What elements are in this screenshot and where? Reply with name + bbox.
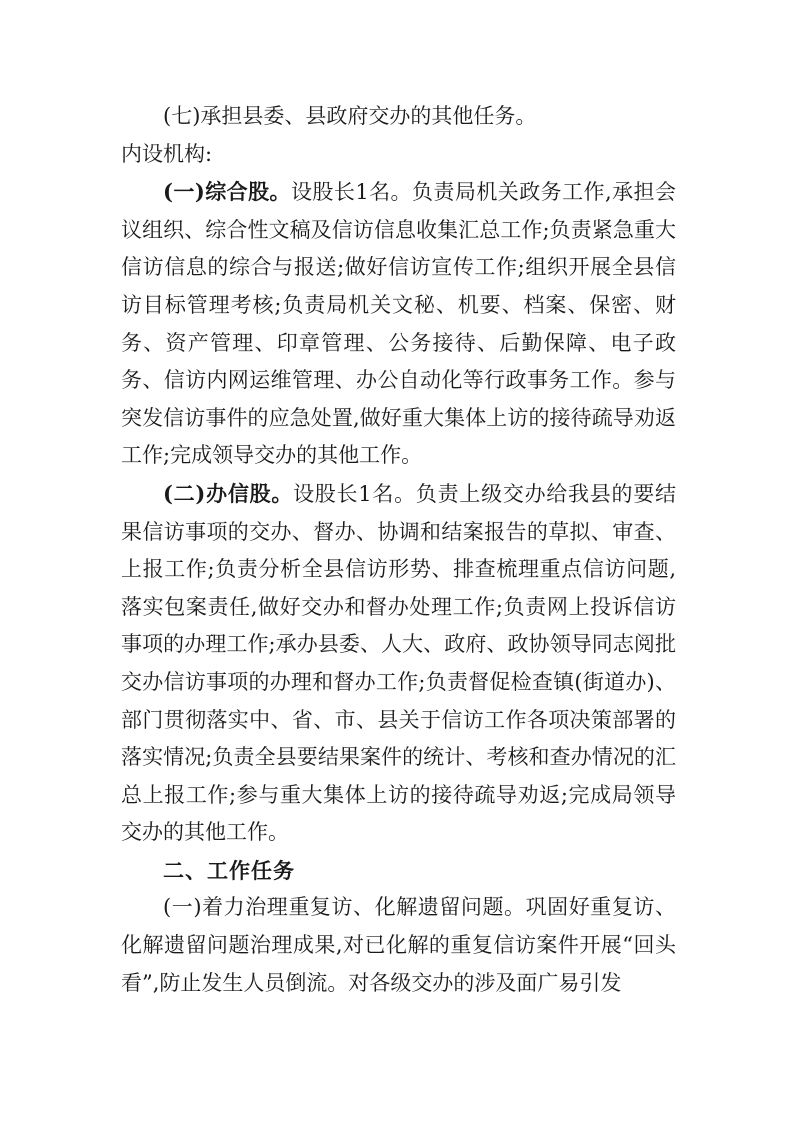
letters-section-heading: (二)办信股。 xyxy=(163,480,294,506)
general-section-heading: (一)综合股。 xyxy=(163,179,291,205)
paragraph-other-tasks: (七)承担县委、县政府交办的其他任务。 xyxy=(163,104,537,128)
paragraph-internal-structure: 内设机构: xyxy=(121,141,213,166)
general-section-body: 设股长1名。负责局机关政务工作,承担会议组织、综合性文稿及信访信息收集汇总工作;负责紧急重大信访信息的综合与报送;做好信访宣传工作;组织开展全县信访目标管理考核;负责局机关文秘、机要、档案、保密、财务、资产管理、印章管理、公务接待、后勤保障、电子政务、信访内网运维管理、办公自动化等行政事务工作。参与突发信访事件的应急处置,做好重大集体上访的接待疏导劝返工作;完成领导交办的其他工作。 xyxy=(121,180,676,468)
section-heading-work-tasks: 二、工作任务 xyxy=(163,857,295,883)
paragraph-letters-section xyxy=(121,475,676,852)
paragraph-repeat-petitions: (一)着力治理重复访、化解遗留问题。巩固好重复访、化解遗留问题治理成果,对已化解的重复信访案件开展“回头看”,防止发生人员倒流。对各级交办的涉及面广易引发 xyxy=(121,895,676,995)
document-body xyxy=(121,98,676,1002)
letters-section-body: 设股长1名。负责上级交办给我县的要结果信访事项的交办、督办、协调和结案报告的草拟、审查、上报工作;负责分析全县信访形势、排查梳理重点信访问题,落实包案责任,做好交办和督办处理工作;负责网上投诉信访事项的办理工作;承办县委、人大、政府、政协领导同志阅批交办信访事项的办理和督办工作;负责督促检查镇(街道办)、部门贯彻落实中、省、市、县关于信访工作各项决策部署的落实情况;负责全县要结果案件的统计、考核和查办情况的汇总上报工作;参与重大集体上访的接待疏导劝返;完成局领导交办的其他工作。 xyxy=(121,481,677,845)
paragraph-general-section xyxy=(121,173,676,475)
